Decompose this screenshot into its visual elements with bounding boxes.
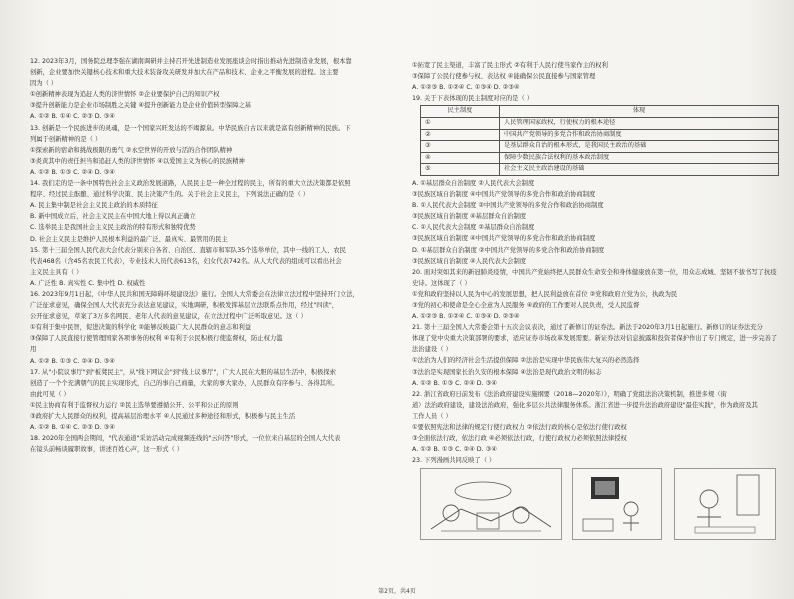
- text-line: 21. 第十三届全国人大常委会第十五次会议表决，通过了新修订的证券法。新法于2020年3月1日起施行。新修订的证券法充分: [412, 324, 763, 332]
- text-line: C. 选举民主是我国社会主义民主政治的特有形式和独特优势: [30, 224, 196, 232]
- cartoon-drawing-3: [675, 469, 775, 539]
- table-cell: 保障少数民族合法权利的基本政治制度: [500, 152, 779, 164]
- table-header-cell: 民主制度: [421, 106, 500, 118]
- table-cell: 人民管理国家政权，行使权力的根本途径: [500, 117, 779, 129]
- table-row: [421, 129, 779, 141]
- text-line: 程序、经过民主酝酿、通过科学决策、民主决策产生的。关于社会主义民主，下列说法正确的是（ ）: [30, 191, 310, 199]
- text-line: 15. 第十三届全国人民代表大会代表分别来自各省、自治区、直辖市和军队35个选举单位，其中一线的工人、农民: [30, 246, 346, 254]
- table-cell: ③: [421, 141, 500, 153]
- right-column-bottom: [412, 178, 784, 466]
- table-cell: ②: [421, 129, 500, 141]
- text-line: 17. 从"小院议事厅"到"板凳民主"，从"线下网议会"到"线上议事厅"，广大人民在大胆的基层生活中，积极探索: [30, 368, 336, 376]
- text-line: ①创新精神表现为追赶人类的济世情怀 ②企业要保护自己的知识产权: [30, 91, 220, 99]
- text-line: 史诗。这体现了（ ）: [412, 279, 471, 287]
- text-line: A. ①② B. ①④ C. ②③ D. ③④: [30, 424, 115, 432]
- text-line: A. ①基层群众自治制度 ②人民代表大会制度: [412, 179, 535, 187]
- text-line: ③法治是实现国家长治久安的根本保障 ④法治是现代政治文明的标志: [412, 368, 602, 376]
- text-line: D. ①基层群众自治制度 ②中国共产党领导的多党合作和政治协商制度: [412, 246, 605, 254]
- table-cell: 是基层群众自治的根本形式，是我国民主政治的基础: [500, 141, 779, 153]
- text-line: ③保障了人民直接行使管理国家各项事务的权利 ④有利于公民积极行使监督权，防止权力滥: [30, 335, 283, 343]
- text-line: 列属于创新精神的是（ ）: [30, 135, 102, 143]
- text-line: 13. 创新是一个民族进步的灵魂，是一个国家兴旺发达的不竭源泉。中华民族自古以来就是富有创新精神的民族。下: [30, 124, 351, 132]
- text-line: 23. 下列漫画共同反映了（ ）: [412, 457, 496, 465]
- table-cell: ①: [421, 117, 500, 129]
- text-line: A. ①② B. ①③ C. ②④ D. ③④: [30, 357, 115, 365]
- text-line: 14. 我们走的是一条中国特色社会主义政治发展道路，人民民主是一种全过程的民主，所有的重大立法决策都是依照: [30, 180, 351, 188]
- table-header-row: [421, 106, 779, 118]
- text-line: 广泛征求意见，确保全国人大代表充分表达意见建议，实地调研，积极发挥基层立法联系点作用，经过"四读"，: [30, 302, 339, 310]
- cartoon-image-2: [572, 468, 662, 540]
- text-line: 由此可见（ ）: [30, 390, 70, 398]
- text-line: 主义民主具有（ ）: [30, 268, 83, 276]
- cartoon-image-3: [674, 468, 776, 540]
- table-row: [421, 164, 779, 176]
- text-line: A. ①② B. ①③ C. ②④ D. ③④: [412, 446, 497, 454]
- text-line: 18. 2020年全国两会期间，"代表通道"采访活动完成视频连线的"云问答"形式，一位位来自基层的全国人大代表: [30, 435, 341, 443]
- text-line: A. ①② B. ①③ C. ②④ D. ③④: [412, 379, 497, 387]
- text-line: ①要依照宪法和法律的规定行使行政权力 ②依法行政的核心是依法行使行政权: [412, 424, 627, 431]
- text-line: A. ①②③ B. ①②④ C. ①③④ D. ②③④: [412, 313, 520, 321]
- right-column-top: [412, 60, 784, 104]
- text-line: B. ①人民代表大会制度 ②中国共产党领导的多党合作和政治协商制度: [412, 202, 604, 210]
- table-cell: 中国共产党领导的多党合作和政治协商制度: [500, 129, 779, 141]
- text-line: 用: [30, 346, 37, 354]
- text-line: ①拓宽了民主渠道，丰富了民主形式 ②有利于人民行使当家作主的权利: [412, 62, 608, 69]
- table-header-cell: 体现: [500, 106, 779, 118]
- text-line: B. 新中国成立后，社会主义民主在中国大地上得以真正确立: [30, 213, 196, 221]
- text-line: ①法治为人们的经济社会生活提供保障 ②法治是实现中华民族伟大复兴的必然选择: [412, 357, 640, 365]
- text-line: 12. 2023年3月，国务院总理李强在湖南调研并主持召开先进制造业发展座谈会时指出推动先进制造业发展，根本靠: [30, 58, 352, 65]
- text-line: ③民族区域自治制度 ④中国共产党领导的多党合作和政治协商制度: [412, 235, 596, 243]
- left-column: [30, 56, 402, 455]
- text-line: C. ①人民代表大会制度 ②基层群众自治制度: [412, 224, 535, 232]
- text-line: ③政府扩大人民群众的权利，提高基层治理水平 ④人民通过多种途径和形式，积极参与民主生活: [30, 413, 296, 420]
- text-line: 工作人员（ ）: [412, 412, 452, 420]
- text-line: 在镜头前畅谈履职故事，讲述百姓心声，这一形式（ ）: [30, 446, 184, 454]
- table-cell: ④: [421, 152, 500, 164]
- text-line: 20. 面对突如其来的新冠肺炎疫情，中国共产党始终把人民群众生命安全和身体健康放在第一位，用众志成城、坚韧不拔书写了抗疫: [412, 268, 777, 276]
- page-footer: 第2页，共4页: [378, 588, 416, 595]
- cartoon-image-1: [420, 468, 562, 540]
- text-line: A. ①② B. ①③ C. ②④ D. ③④: [30, 168, 115, 176]
- text-line: 22. 浙江省政府日前发布《法治政府建设实施纲要（2018—2020年）》，明确了党组法治决策机制，推进多规（街: [412, 390, 727, 398]
- table-cell: 社会主义民主政治建设的基础: [500, 164, 779, 176]
- text-line: ③民族区域自治制度 ④人民代表大会制度: [412, 257, 527, 265]
- text-line: A. 广泛性 B. 真实性 C. 集中性 D. 权威性: [30, 279, 146, 287]
- text-line: ③民族区域自治制度 ④中国共产党领导的多党合作和政治协商制度: [412, 191, 596, 199]
- table-row: [421, 117, 779, 129]
- text-line: A. 民主集中制是社会主义民主政治的本质特征: [30, 202, 158, 210]
- text-line: ③提升创新能力是企业市场制胜之关键 ④提升创新能力是企业价值转型保障之基: [30, 102, 252, 110]
- text-line: ③炎黄其中的责任担当和追赶人类的济世情怀 ④以爱国主义为核心的民族精神: [30, 157, 245, 165]
- right-column: [412, 60, 784, 540]
- cartoon-drawing-1: [421, 469, 561, 539]
- text-line: ①有利于集中民智，促进决策的科学化 ②能够反映最广大人民群众的意志和利益: [30, 324, 252, 332]
- democracy-table: [420, 105, 779, 176]
- text-line: 因为（ ）: [30, 80, 58, 88]
- text-line: ③全面依法行政，依法行政 ④必须依法行政，行使行政权力必须依照法律授权: [412, 435, 627, 443]
- text-line: 16. 2023年9月1日起，《中华人民共和国无障碍环境建设法》施行。全国人大常委会在法律立法过程中坚持开门立法，: [30, 290, 359, 298]
- text-line: 创新，企业要加快关键核心技术和重大技术装备攻关研发并加大在产品和技术、企业之平衡发展的进程。这主要: [30, 69, 339, 77]
- table-row: [421, 141, 779, 153]
- text-line: 法治建设（ ）: [412, 346, 452, 354]
- text-line: 公开征求意见，草案了3万多名网民、老年人代表的意见建议，在立法过程中广泛听取意见。这（ ）: [30, 313, 307, 321]
- text-line: 创造了一个个充满朝气的民主实现形式，自己的事自己商量，大家的事大家办，人民群众有序参与、各得其所。: [30, 379, 339, 387]
- text-line: ③民族区域自治制度 ④基层群众自治制度: [412, 213, 527, 221]
- text-line: ①民主协商有利于监督权力运行 ②民主选举要遵循公开、公平和公正的原则: [30, 401, 239, 409]
- text-line: 19. 关于下表体现的民主制度对应的是（ ）: [412, 95, 534, 103]
- cartoon-drawing-2: [573, 469, 661, 539]
- table-row: [421, 152, 779, 164]
- text-line: 体现了党中央重大决策部署的要求，适应证券市场改革发展需要。新证券法对信息披露和投资者保护作出了专门规定，进一步完善了: [412, 335, 778, 343]
- table-cell: ⑤: [421, 164, 500, 176]
- text-line: A. ①② B. ①④ C. ②③ D. ③④: [30, 113, 115, 121]
- text-line: D. 社会主义民主是维护人民根本利益的最广泛、最真实、最管用的民主: [30, 235, 228, 243]
- text-line: ①党和政府坚持以人民为中心的发展思想，把人民利益放在首位 ②党和政府立党为公，执政为民: [412, 290, 678, 298]
- text-line: 代表468名（含45名农民工代表），专业技术人员代表613名，妇女代表742名。从人大代表的组成可以看出社会: [30, 257, 342, 265]
- text-line: ③保障了公民行使参与权、表达权 ④能确保公民直接参与国家管理: [412, 73, 596, 81]
- text-line: A. ①②③ B. ①②④ C. ①③④ D. ②③④: [412, 84, 520, 92]
- cartoon-row: [412, 468, 784, 540]
- text-line: ③党的初心和使命是全心全意为人民服务 ④政府的工作要对人民负责，受人民监督: [412, 301, 640, 309]
- text-line: 道）法治政府建设，建设法治政府，强化多层公共法律服务体系。浙江省进一步提升法治政府建设"最佳实践"，作为政府及其: [412, 401, 758, 409]
- text-line: ①探索新的宿命和挑战极限的勇气 ②永空世界的开放与活的合作团队精神: [30, 146, 233, 154]
